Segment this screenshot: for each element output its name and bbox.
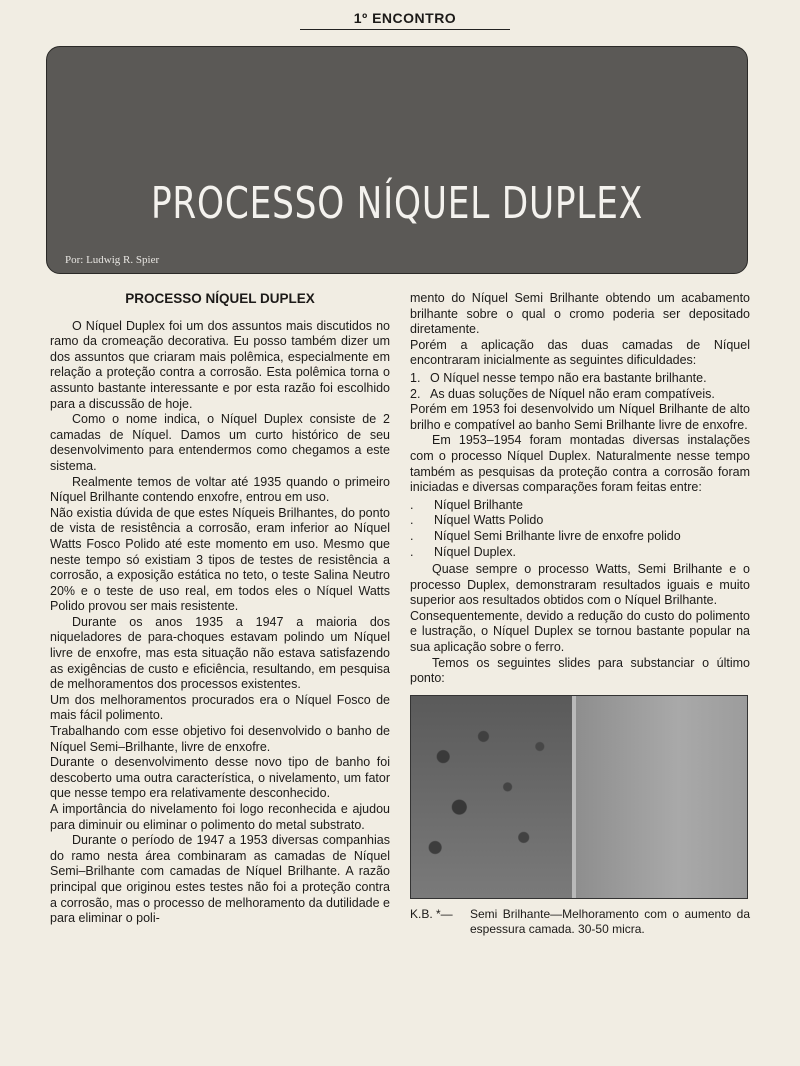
paragraph: mento do Níquel Semi Brilhante obtendo um acabamento brilhante sobre o qual o cromo poderia ser depositado diretamente. <box>410 291 750 337</box>
list-bullet: . <box>410 513 414 528</box>
list-number: 2. <box>410 386 421 401</box>
list-item <box>410 387 750 403</box>
paragraph: Quase sempre o processo Watts, Semi Brilhante e o processo Duplex, demonstraram resultados iguais e muito superior aos resultados obtidos com o Níquel Brilhante. <box>410 562 750 608</box>
list-bullet: . <box>410 544 414 559</box>
paragraph: Durante o desenvolvimento desse novo tipo de banho foi descoberto uma outra característica, o nivelamento, um fator que nesse tempo era relativamente desconhecido. <box>50 755 390 801</box>
slide-photo <box>410 695 748 899</box>
left-column <box>50 291 390 927</box>
paragraph: Em 1953–1954 foram montadas diversas instalações com o processo Níquel Duplex. Naturalmente nesse tempo também as pesquisas da proteção contra a corrosão foram iniciadas e diversas comparações foram feitas entre: <box>410 433 750 495</box>
caption-label: K.B. *— <box>410 906 453 921</box>
list-number: 1. <box>410 370 421 385</box>
paragraph: Porém em 1953 foi desenvolvido um Níquel Brilhante de alto brilho e compatível ao banho Semi Brilhante livre de enxofre. <box>410 402 750 432</box>
list-item <box>410 498 750 514</box>
list-item <box>410 529 750 545</box>
paragraph: O Níquel Duplex foi um dos assuntos mais discutidos no ramo da cromeação decorativa. Eu posso também dizer um dos assuntos que criaram mais polêmica, especialmente em relação a proteção contra a corrosão. Esta polêmica torna o assunto bastante interessante e por esta razão foi escolhido para a discussão de hoje. <box>50 318 390 411</box>
photo-right-panel <box>576 696 747 898</box>
paragraph: Durante os anos 1935 a 1947 a maioria dos niqueladores de para-choques estavam polindo um Níquel livre de enxofre, mas esta situação não estava satisfazendo as exigências de custo e eficiência, resultando, em pesquisa de melhoramentos dos processos existentes. <box>50 614 390 692</box>
paragraph: Realmente temos de voltar até 1935 quando o primeiro Níquel Brilhante contendo enxofre, entrou em uso. <box>50 474 390 505</box>
list-item-text: Níquel Watts Polido <box>434 513 544 528</box>
paragraph: Temos os seguintes slides para substanciar o último ponto: <box>410 655 750 686</box>
paragraph: Durante o período de 1947 a 1953 diversas companhias do ramo nesta área combinaram as camadas de Níquel Semi–Brilhante com camadas de Níquel Brilhante. A razão principal que originou estes testes não foi a proteção contra a corrosão, mas o processo de melhoramento da dutilidade e para eliminar o poli- <box>50 833 390 926</box>
right-column <box>410 291 750 937</box>
paragraph: Não existia dúvida de que estes Níqueis Brilhantes, do ponto de vista de resistência a corrosão, eram inferior ao Níquel Watts Fosco Polido até este momento em uso. Mesmo que neste tempo só existiam 3 tipos de testes de resistência a corrosão, a exposição estática no teto, o teste Salina Neutro 20% e o teste de uso real, em todos eles o Níquel Watts Polido provou ser mais resistente. <box>50 505 390 614</box>
section-title: PROCESSO NÍQUEL DUPLEX <box>125 291 315 306</box>
banner-title: PROCESSO NÍQUEL DUPLEX <box>150 178 644 229</box>
figure-caption <box>410 907 750 937</box>
paragraph: A importância do nivelamento foi logo reconhecida e ajudou para diminuir ou eliminar o polimento do metal substrato. <box>50 802 390 832</box>
caption-text: Semi Brilhante—Melhoramento com o aumento da espessura camada. 30-50 micra. <box>470 906 750 936</box>
list-item-text: Níquel Semi Brilhante livre de enxofre polido <box>434 528 681 543</box>
list-bullet: . <box>410 528 414 543</box>
difficulties-list <box>410 371 750 402</box>
list-item-text: O Níquel nesse tempo não era bastante brilhante. <box>430 370 707 385</box>
list-item <box>410 371 750 387</box>
title-banner <box>46 46 748 274</box>
list-item <box>410 545 750 561</box>
running-head: 1º ENCONTRO <box>300 10 510 30</box>
paragraph: Como o nome indica, o Níquel Duplex consiste de 2 camadas de Níquel. Damos um curto histórico de seu desenvolvimento para entendermos como chegamos a este sistema. <box>50 412 390 473</box>
photo-left-panel <box>411 696 572 898</box>
paragraph: Trabalhando com esse objetivo foi desenvolvido o banho de Níquel Semi–Brilhante, livre de enxofre. <box>50 724 390 754</box>
list-item-text: Níquel Duplex. <box>434 544 516 559</box>
list-item-text: Níquel Brilhante <box>434 497 523 512</box>
paragraph: Um dos melhoramentos procurados era o Níquel Fosco de mais fácil polimento. <box>50 692 390 723</box>
author-byline: Por: Ludwig R. Spier <box>65 254 160 266</box>
paragraph: Consequentemente, devido a redução do custo do polimento e lustração, o Níquel Duplex se tornou bastante popular na sua aplicação sobre o ferro. <box>410 608 750 655</box>
list-item-text: As duas soluções de Níquel não eram compatíveis. <box>430 386 715 401</box>
list-item <box>410 513 750 529</box>
list-bullet: . <box>410 497 414 512</box>
paragraph: Porém a aplicação das duas camadas de Níquel encontraram inicialmente as seguintes dificuldades: <box>410 337 750 368</box>
comparison-list <box>410 498 750 560</box>
